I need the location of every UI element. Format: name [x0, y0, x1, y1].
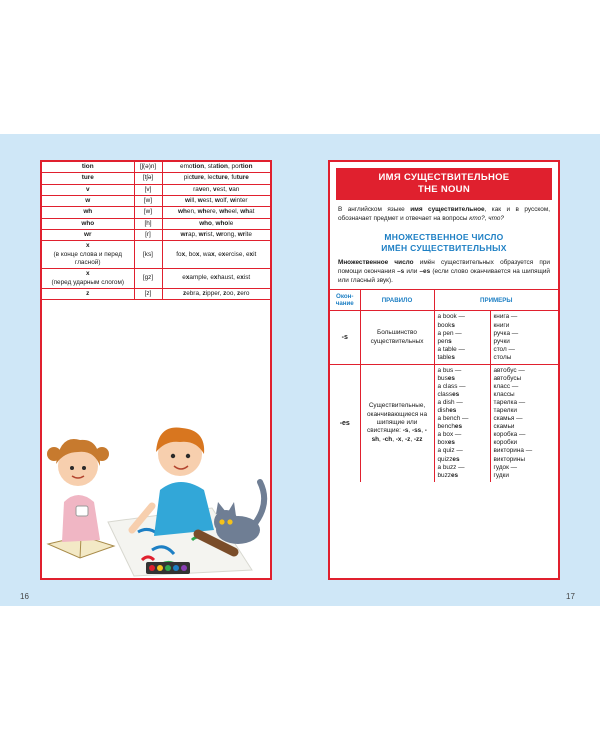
examples: zebra, zipper, zoo, zero — [162, 288, 270, 299]
letter-combination — [42, 229, 134, 240]
example-line: a box — — [437, 431, 462, 439]
examples: raven, vest, van — [162, 184, 270, 195]
examples: wrap, wrist, wrong, write — [162, 229, 270, 240]
example-line: a table — — [437, 345, 465, 353]
letters: wh — [83, 208, 93, 216]
translation-line: стол — — [493, 345, 515, 353]
letters: wr — [84, 230, 92, 238]
translation-line: коробки — [493, 439, 518, 447]
phonetics-row — [42, 241, 270, 269]
transcription: [v] — [134, 184, 162, 195]
noun-intro: В английском языке имя существительное, как и в русском, обозначает предмет и отвечает на вопросы кто?, что? — [338, 205, 550, 222]
rule: Большинство существительных — [360, 311, 434, 364]
left-page — [40, 160, 272, 580]
transcription: [r] — [134, 229, 162, 240]
english-examples — [434, 311, 490, 364]
translation-line: автобус — — [493, 366, 525, 374]
letter-combination — [42, 269, 134, 289]
translation-line: скамьи — [493, 423, 515, 431]
example-line: pens — [437, 337, 452, 345]
phonetics-row — [42, 229, 270, 240]
letter-combination — [42, 288, 134, 299]
example-line: buzzes — [437, 471, 459, 479]
phonetics-row — [42, 195, 270, 206]
transcription: [ʃ(ə)n] — [134, 162, 162, 173]
letter-combination — [42, 195, 134, 206]
phonetics-row — [42, 162, 270, 173]
letter-combination — [42, 162, 134, 173]
example-line: a class — — [437, 382, 466, 390]
russian-translations — [490, 311, 558, 364]
example-line: classes — [437, 391, 460, 399]
translation-line: тарелка — — [493, 399, 526, 407]
plural-rule: Множественное число имён существительных образуется при помощи окончания –s или –es (если слово оканчивается на шипящий или гласный звук). — [338, 258, 550, 284]
translation-line: класс — — [493, 382, 519, 390]
example-line: benches — [437, 423, 463, 431]
translation-line: ручки — [493, 337, 510, 345]
letters: z — [86, 289, 90, 297]
header-rule: ПРАВИЛО — [360, 290, 434, 311]
example-line: tables — [437, 353, 455, 361]
letters: x — [85, 242, 90, 250]
letters: x — [85, 270, 90, 278]
plural-row — [330, 311, 558, 364]
examples: example, exhaust, exist — [162, 269, 270, 289]
examples: picture, lecture, future — [162, 173, 270, 184]
phonetics-table — [42, 162, 270, 300]
translation-line: автобусы — [493, 374, 522, 382]
example-line: a dish — — [437, 399, 463, 407]
translation-line: ручка — — [493, 329, 519, 337]
plural-row — [330, 364, 558, 481]
example-line: books — [437, 321, 455, 329]
translation-line: гудки — [493, 471, 509, 479]
phonetics-row — [42, 173, 270, 184]
plural-table — [330, 289, 558, 481]
letter-combination — [42, 241, 134, 269]
example-line: a buzz — — [437, 463, 465, 471]
translation-line: викторина — — [493, 447, 533, 455]
translation-line: столы — [493, 353, 512, 361]
translation-line: гудок — — [493, 463, 518, 471]
example-line: quizzes — [437, 455, 460, 463]
header-examples: ПРИМЕРЫ — [434, 290, 558, 311]
phonetics-row — [42, 207, 270, 218]
noun-title-banner — [336, 168, 552, 200]
plural-title-line-2: ИМЁН СУЩЕСТВИТЕЛЬНЫХ — [381, 243, 507, 254]
phonetics-row — [42, 218, 270, 229]
phonetics-row — [42, 288, 270, 299]
ending: -s — [330, 311, 360, 364]
example-line: a book — — [437, 313, 465, 321]
right-page — [328, 160, 560, 580]
letters-note: (в конце слова и перед гласной) — [53, 250, 122, 266]
transcription: [w] — [134, 207, 162, 218]
translation-line: викторины — [493, 455, 525, 463]
example-line: a quiz — — [437, 447, 463, 455]
phonetics-row — [42, 184, 270, 195]
ending: -es — [330, 364, 360, 481]
transcription: [tʃə] — [134, 173, 162, 184]
examples: when, where, wheel, what — [162, 207, 270, 218]
translation-line: тарелки — [493, 407, 517, 415]
header-ending: Окон-чание — [330, 290, 360, 311]
transcription: [gz] — [134, 269, 162, 289]
letter-combination — [42, 207, 134, 218]
examples: will, west, wolf, winter — [162, 195, 270, 206]
children-drawing-illustration — [42, 410, 270, 578]
phonetics-row — [42, 269, 270, 289]
transcription: [w] — [134, 195, 162, 206]
page-number-right: 17 — [566, 592, 575, 601]
example-line: boxes — [437, 439, 455, 447]
letter-combination — [42, 218, 134, 229]
translation-line: книги — [493, 321, 510, 329]
letter-combination — [42, 173, 134, 184]
transcription: [h] — [134, 218, 162, 229]
plural-title-line-1: МНОЖЕСТВЕННОЕ ЧИСЛО — [384, 231, 504, 242]
translation-line: классы — [493, 391, 515, 399]
letters: w — [85, 196, 91, 204]
transcription: [z] — [134, 288, 162, 299]
letters: ture — [81, 174, 94, 182]
translation-line: книга — — [493, 313, 518, 321]
english-examples — [434, 364, 490, 481]
noun-title-en: THE NOUN — [417, 184, 470, 196]
translation-line: коробка — — [493, 431, 526, 439]
letters-note: (перед ударным слогом) — [51, 278, 125, 286]
example-line: a bench — — [437, 415, 469, 423]
letter-combination — [42, 184, 134, 195]
transcription: [ks] — [134, 241, 162, 269]
example-line: a bus — — [437, 366, 462, 374]
russian-translations — [490, 364, 558, 481]
letters: tion — [81, 163, 94, 170]
plural-title — [330, 228, 558, 259]
example-line: buses — [437, 374, 455, 382]
example-line: a pen — — [437, 329, 462, 337]
example-line: dishes — [437, 407, 457, 415]
noun-title-ru: ИМЯ СУЩЕСТВИТЕЛЬНОЕ — [378, 172, 510, 183]
rule: Существительные, оканчивающиеся на шипящие или свистящие: -s, -ss, -sh, -ch, -x, -z, -zz — [360, 364, 434, 481]
letters: who — [81, 219, 95, 227]
examples: fox, box, wax, exercise, exit — [162, 241, 270, 269]
examples: who, whole — [162, 218, 270, 229]
translation-line: скамья — — [493, 415, 523, 423]
page-number-left: 16 — [20, 592, 29, 601]
examples: emotion, station, portion — [162, 162, 270, 173]
letters: v — [85, 185, 90, 193]
